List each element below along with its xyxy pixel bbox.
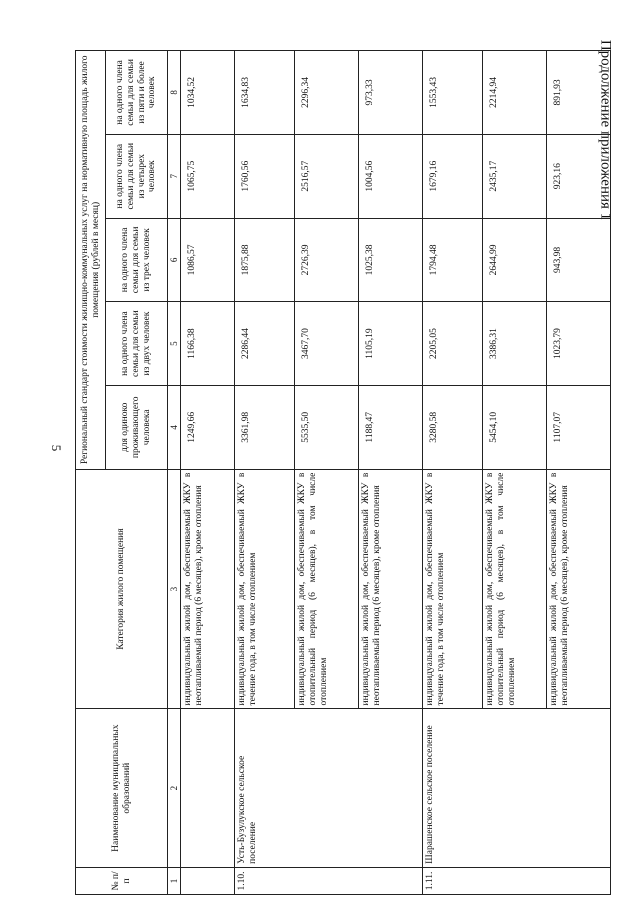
value-cell: 1553,43 — [423, 51, 483, 135]
value-cell: 1107,07 — [547, 385, 611, 469]
header-family-5: на одного члена семьи для семьи из пяти и более человек — [106, 51, 168, 135]
header-family-4: на одного члена семьи для семьи из четырех человек — [106, 134, 168, 218]
value-cell: 2296,34 — [295, 51, 359, 135]
row-number — [181, 867, 235, 894]
category-cell: индивидуальный жилой дом, обеспечиваемый ЖКУ в течение года, в том числе отоплением — [423, 469, 483, 709]
value-cell: 1634,83 — [235, 51, 295, 135]
value-cell: 891,93 — [547, 51, 611, 135]
value-cell: 1086,57 — [181, 218, 235, 302]
municipality-name — [181, 709, 235, 867]
table-row — [235, 51, 295, 895]
value-cell: 2644,99 — [483, 218, 547, 302]
tariff-table — [75, 50, 611, 895]
value-cell: 5454,10 — [483, 385, 547, 469]
value-cell: 973,33 — [359, 51, 423, 135]
header-regional-standard: Региональный стандарт стоимости жилищно-коммунальных услуг на нормативную площадь жилого помещения (рублей в месяц) — [76, 51, 106, 470]
value-cell: 1760,56 — [235, 134, 295, 218]
category-cell: индивидуальный жилой дом, обеспечиваемый ЖКУ в неотапливаемый период (6 месяцев), кроме отопления — [547, 469, 611, 709]
value-cell: 2516,57 — [295, 134, 359, 218]
value-cell: 943,98 — [547, 218, 611, 302]
value-cell: 1034,52 — [181, 51, 235, 135]
category-cell: индивидуальный жилой дом, обеспечиваемый ЖКУ в отопительный период (6 месяцев), в том числе отоплением — [295, 469, 359, 709]
index-cell: 7 — [168, 134, 181, 218]
index-cell: 4 — [168, 385, 181, 469]
value-cell: 1166,38 — [181, 302, 235, 386]
value-cell: 2205,05 — [423, 302, 483, 386]
value-cell: 1188,47 — [359, 385, 423, 469]
value-cell: 1249,66 — [181, 385, 235, 469]
value-cell: 1679,16 — [423, 134, 483, 218]
index-cell: 2 — [168, 709, 181, 867]
page-number: 5 — [49, 444, 64, 452]
category-cell: индивидуальный жилой дом, обеспечиваемый ЖКУ в течение года, в том числе отоплением — [235, 469, 295, 709]
table-row — [181, 51, 235, 895]
row-number: 1.10. — [235, 867, 423, 894]
value-cell: 1023,79 — [547, 302, 611, 386]
index-cell: 6 — [168, 218, 181, 302]
index-cell: 5 — [168, 302, 181, 386]
value-cell: 2286,44 — [235, 302, 295, 386]
header-family-2: на одного члена семьи для семьи из двух человек — [106, 302, 168, 386]
value-cell: 2214,94 — [483, 51, 547, 135]
value-cell: 3386,31 — [483, 302, 547, 386]
value-cell: 2726,39 — [295, 218, 359, 302]
value-cell: 5535,50 — [295, 385, 359, 469]
category-cell: индивидуальный жилой дом, обеспечиваемый ЖКУ в неотапливаемый период (6 месяцев), кроме отопления — [359, 469, 423, 709]
category-cell: индивидуальный жилой дом, обеспечиваемый ЖКУ в отопительный период (6 месяцев), в том числе отоплением — [483, 469, 547, 709]
rotated-table-wrapper — [75, 50, 590, 895]
table-row — [423, 51, 483, 895]
category-cell: индивидуальный жилой дом, обеспечиваемый ЖКУ в неотапливаемый период (6 месяцев), кроме отопления — [181, 469, 235, 709]
value-cell: 1875,88 — [235, 218, 295, 302]
index-cell: 3 — [168, 469, 181, 709]
appendix-heading: Продолжение приложения 1 — [597, 39, 614, 221]
value-cell: 1004,56 — [359, 134, 423, 218]
value-cell: 923,16 — [547, 134, 611, 218]
header-municipality: Наименование муниципальных образований — [76, 709, 168, 867]
header-family-3: на одного члена семьи для семьи из трех человек — [106, 218, 168, 302]
row-number: 1.11. — [423, 867, 611, 894]
municipality-name: Шарашенское сельское поселение — [423, 709, 611, 867]
value-cell: 1105,19 — [359, 302, 423, 386]
value-cell: 3361,98 — [235, 385, 295, 469]
header-no: № п/п — [76, 867, 168, 894]
municipality-name: Усть-Бузулукское сельское поселение — [235, 709, 423, 867]
value-cell: 3280,58 — [423, 385, 483, 469]
value-cell: 2435,17 — [483, 134, 547, 218]
header-single: для одиноко проживающего человека — [106, 385, 168, 469]
index-cell: 8 — [168, 51, 181, 135]
value-cell: 1025,38 — [359, 218, 423, 302]
header-category: Категория жилого помещения — [76, 469, 168, 709]
index-cell: 1 — [168, 867, 181, 894]
value-cell: 1794,48 — [423, 218, 483, 302]
value-cell: 1065,75 — [181, 134, 235, 218]
value-cell: 3467,70 — [295, 302, 359, 386]
